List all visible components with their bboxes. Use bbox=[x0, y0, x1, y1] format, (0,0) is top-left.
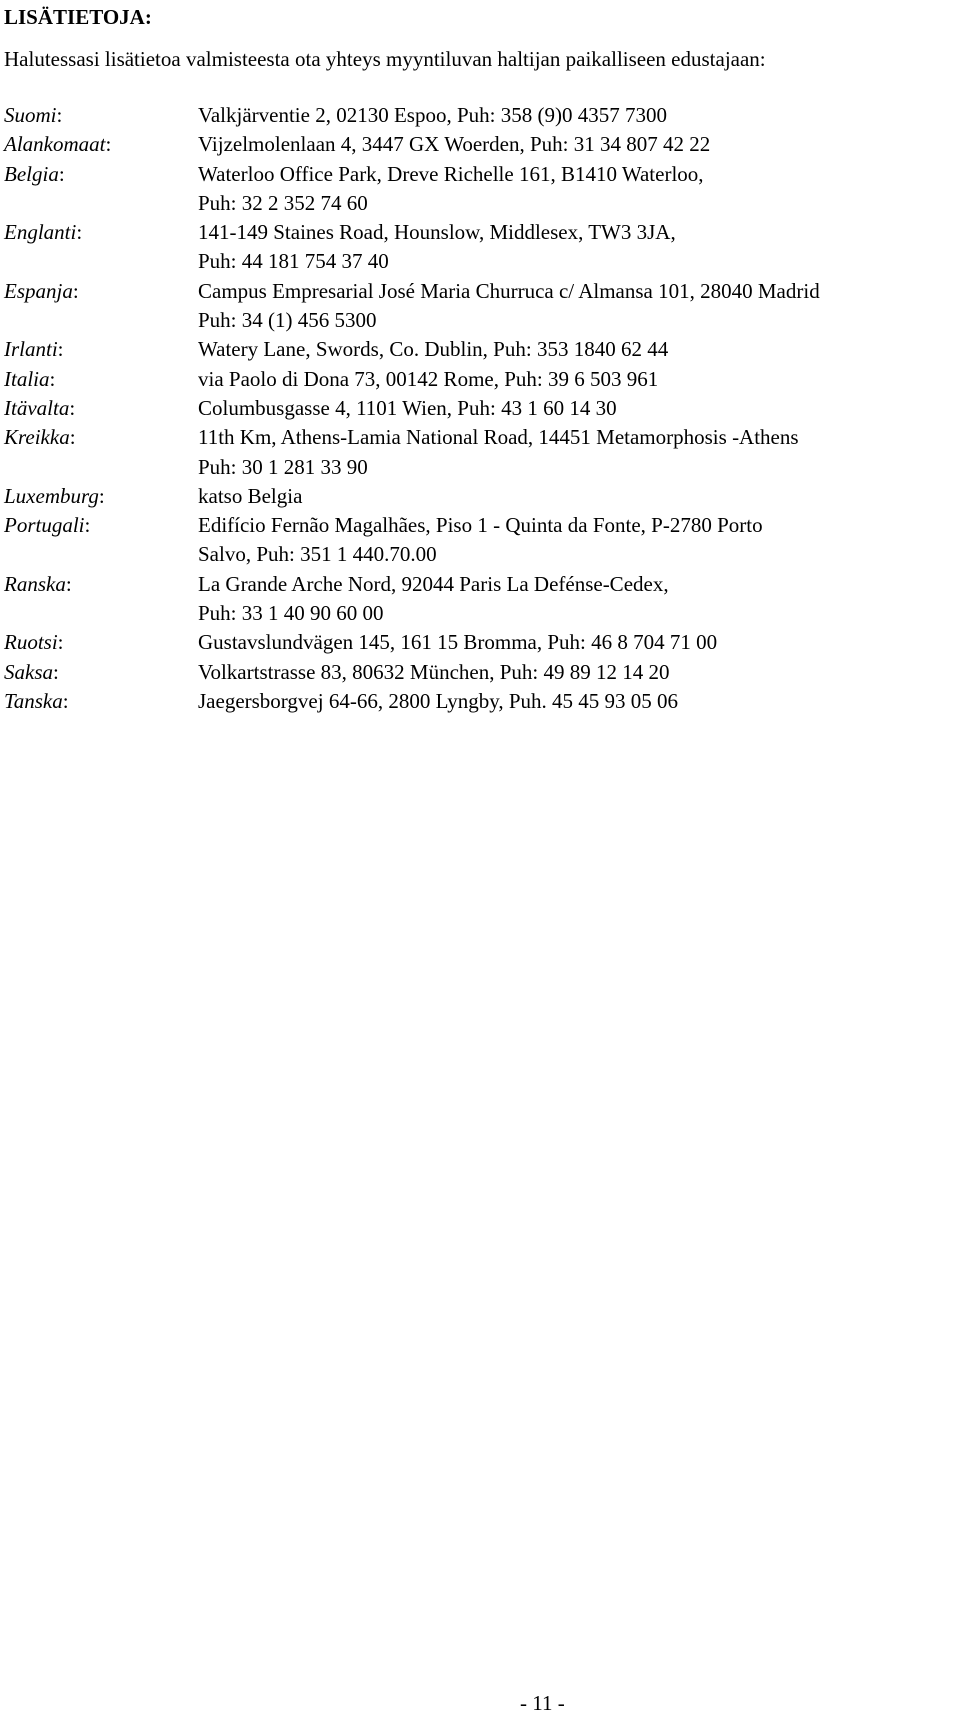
list-item bbox=[0, 482, 960, 511]
address-line: Waterloo Office Park, Dreve Richelle 161, B1410 Waterloo, bbox=[198, 161, 704, 186]
address-block bbox=[198, 335, 960, 364]
country-colon: : bbox=[62, 688, 69, 713]
country-colon: : bbox=[84, 513, 91, 538]
address-line: 141-149 Staines Road, Hounslow, Middlesex, TW3 3JA, bbox=[198, 220, 676, 245]
address-block bbox=[198, 218, 960, 277]
country-colon: : bbox=[56, 103, 63, 127]
country-label: Ruotsi: bbox=[4, 630, 64, 655]
country-colon: : bbox=[76, 220, 83, 245]
list-item bbox=[0, 511, 960, 570]
country-colon: : bbox=[49, 366, 56, 391]
list-item bbox=[0, 570, 960, 629]
country-label: Kreikka: bbox=[4, 425, 76, 450]
address-line: Jaegersborgvej 64-66, 2800 Lyngby, Puh. 45 45 93 05 06 bbox=[198, 688, 679, 713]
country-label: Englanti: bbox=[4, 220, 83, 245]
country-colon: : bbox=[53, 659, 59, 684]
country-label: Alankomaat: bbox=[4, 132, 112, 157]
country-colon: : bbox=[69, 395, 76, 420]
list-item bbox=[0, 394, 960, 423]
address-block bbox=[198, 277, 960, 336]
list-item bbox=[0, 687, 960, 716]
address-block bbox=[198, 394, 960, 423]
section-heading: LISÄTIETOJA: bbox=[4, 5, 152, 29]
address-line: Puh: 32 2 352 74 60 bbox=[198, 190, 368, 215]
country-label: Espanja: bbox=[4, 278, 79, 303]
intro-text: Halutessasi lisätietoa valmisteesta ota yhteys myyntiluvan haltijan paikalliseen edustajaan: bbox=[4, 47, 766, 71]
address-line: Campus Empresarial José Maria Churruca c/ Almansa 101, 28040 Madrid bbox=[198, 278, 820, 303]
list-item bbox=[0, 130, 960, 159]
representative-list bbox=[0, 101, 960, 716]
country-colon: : bbox=[57, 337, 64, 362]
country-label: Italia: bbox=[4, 366, 56, 391]
list-item bbox=[0, 101, 960, 130]
list-item bbox=[0, 423, 960, 482]
address-line: La Grande Arche Nord, 92044 Paris La Defénse-Cedex, bbox=[198, 571, 669, 596]
address-line: via Paolo di Dona 73, 00142 Rome, Puh: 39 6 503 961 bbox=[198, 366, 659, 391]
address-block bbox=[198, 130, 960, 159]
address-line: Puh: 44 181 754 37 40 bbox=[198, 249, 389, 274]
address-block bbox=[198, 628, 960, 657]
address-line: Puh: 33 1 40 90 60 00 bbox=[198, 601, 384, 626]
address-line: Valkjärventie 2, 02130 Espoo, Puh: 358 (9)0 4357 7300 bbox=[198, 103, 667, 127]
address-line: Columbusgasse 4, 1101 Wien, Puh: 43 1 60 14 30 bbox=[198, 395, 617, 420]
address-block bbox=[198, 482, 960, 511]
list-item bbox=[0, 160, 960, 219]
address-block bbox=[198, 570, 960, 629]
country-label: Belgia: bbox=[4, 161, 65, 186]
address-line: katso Belgia bbox=[198, 483, 303, 508]
address-block bbox=[198, 658, 960, 687]
address-line: Puh: 30 1 281 33 90 bbox=[198, 454, 368, 479]
country-label: Portugali: bbox=[4, 513, 91, 538]
country-colon: : bbox=[105, 132, 112, 157]
address-block bbox=[198, 423, 960, 482]
address-block bbox=[198, 365, 960, 394]
address-line: 11th Km, Athens-Lamia National Road, 14451 Metamorphosis -Athens bbox=[198, 425, 799, 450]
country-label: Suomi: bbox=[4, 103, 63, 127]
address-block bbox=[198, 511, 960, 570]
country-colon: : bbox=[57, 630, 64, 655]
address-line: Salvo, Puh: 351 1 440.70.00 bbox=[198, 542, 437, 567]
country-label: Saksa: bbox=[4, 659, 59, 684]
address-block bbox=[198, 101, 960, 130]
page-number: - 11 - bbox=[520, 1691, 565, 1715]
address-line: Watery Lane, Swords, Co. Dublin, Puh: 353 1840 62 44 bbox=[198, 337, 669, 362]
address-line: Gustavslundvägen 145, 161 15 Bromma, Puh: 46 8 704 71 00 bbox=[198, 630, 718, 655]
country-colon: : bbox=[72, 278, 79, 303]
country-colon: : bbox=[58, 161, 65, 186]
country-label: Tanska: bbox=[4, 688, 69, 713]
country-label: Irlanti: bbox=[4, 337, 64, 362]
address-block bbox=[198, 160, 960, 219]
address-block bbox=[198, 687, 960, 716]
country-label: Luxemburg: bbox=[4, 483, 105, 508]
address-line: Volkartstrasse 83, 80632 München, Puh: 49 89 12 14 20 bbox=[198, 659, 670, 684]
address-line: Puh: 34 (1) 456 5300 bbox=[198, 308, 377, 333]
country-label: Itävalta: bbox=[4, 395, 76, 420]
country-colon: : bbox=[69, 425, 76, 450]
country-colon: : bbox=[65, 571, 72, 596]
country-colon: : bbox=[98, 483, 105, 508]
list-item bbox=[0, 218, 960, 277]
list-item bbox=[0, 335, 960, 364]
country-label: Ranska: bbox=[4, 571, 72, 596]
address-line: Vijzelmolenlaan 4, 3447 GX Woerden, Puh: 31 34 807 42 22 bbox=[198, 132, 711, 157]
list-item bbox=[0, 365, 960, 394]
list-item bbox=[0, 277, 960, 336]
list-item bbox=[0, 628, 960, 657]
list-item bbox=[0, 658, 960, 687]
address-line: Edifício Fernão Magalhães, Piso 1 - Quinta da Fonte, P-2780 Porto bbox=[198, 513, 763, 538]
